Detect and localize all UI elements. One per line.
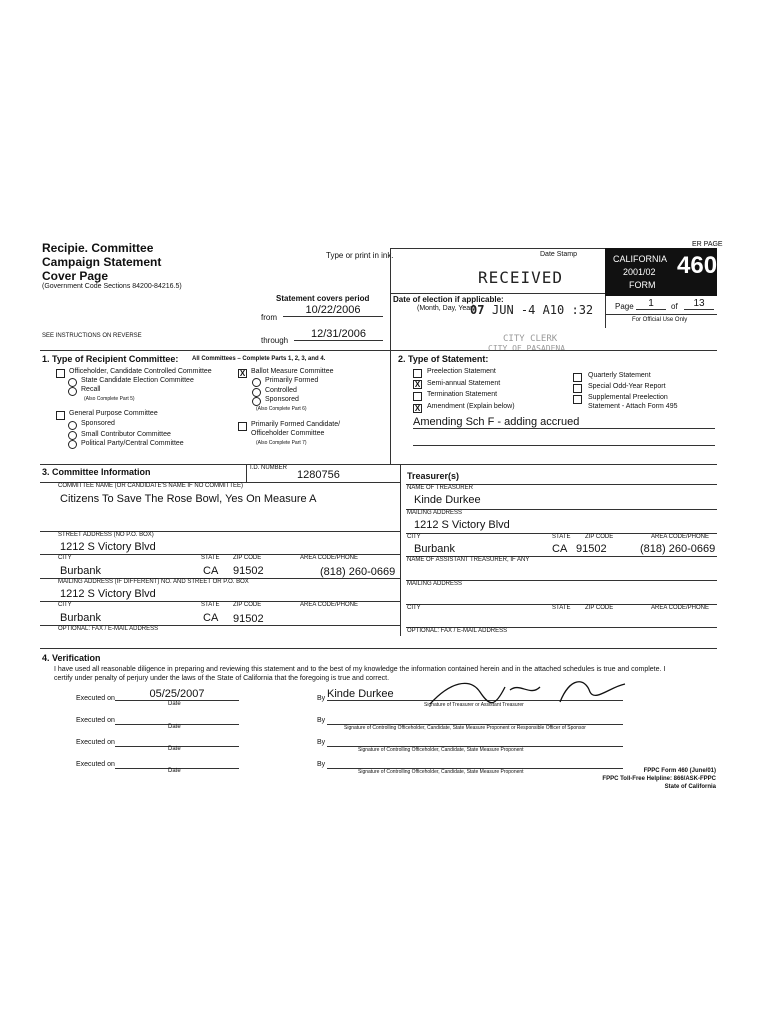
state-candidate-radio[interactable]: [68, 378, 77, 387]
officeholder-checkbox[interactable]: [56, 369, 65, 378]
m-city-label: CITY: [58, 602, 72, 608]
recall-note: (Also Complete Part 5): [84, 396, 135, 402]
through-date: 12/31/2006: [294, 328, 383, 341]
phone-value: (818) 260-0669: [320, 566, 396, 578]
treasurer-name-label: NAME OF TREASURER: [407, 485, 473, 491]
code-sections: (Government Code Sections 84200-84216.5): [42, 283, 182, 290]
special-odd-label: Special Odd-Year Report: [588, 383, 666, 390]
type-or-print: Type or print in ink.: [326, 251, 394, 260]
city-label: CITY: [58, 555, 72, 561]
preelection-checkbox[interactable]: [413, 369, 422, 378]
assistant-zip-label: ZIP CODE: [585, 605, 614, 611]
m-zip-label: ZIP CODE: [233, 602, 262, 608]
m-state-value: CA: [203, 612, 219, 624]
date-stamp-label: Date Stamp: [540, 251, 577, 258]
badge-state: CALIFORNIA: [613, 254, 668, 264]
small-contributor-radio[interactable]: [68, 431, 77, 440]
form-title-line2: Campaign Statement: [42, 255, 162, 269]
by-name-1: Kinde Durkee: [327, 688, 623, 701]
city-value: Burbank: [60, 565, 101, 577]
date-label-3: Date: [168, 746, 181, 752]
treasurer-name-value: Kinde Durkee: [414, 494, 481, 506]
controlled-label: Controlled: [265, 387, 297, 394]
by-label-4: By: [317, 761, 326, 768]
treasurer-zip-label: ZIP CODE: [585, 534, 614, 540]
street-value: 1212 S Victory Blvd: [60, 541, 156, 553]
id-number-value: 1280756: [297, 469, 340, 481]
semiannual-checkbox[interactable]: X: [414, 380, 421, 389]
mailing-label: MAILING ADDRESS (IF DIFFERENT) NO. AND STREET OR P.O. BOX: [58, 579, 249, 585]
executed-on-label-4: Executed on: [76, 761, 115, 768]
ballot-measure-label: Ballot Measure Committee: [251, 368, 334, 375]
supplemental-checkbox[interactable]: [573, 395, 582, 404]
executed-on-label-1: Executed on: [76, 695, 115, 702]
optional-label: OPTIONAL: FAX / E-MAIL ADDRESS: [58, 626, 159, 632]
sig-caption-4: Signature of Controlling Officeholder, Candidate, State Measure Proponent: [358, 769, 524, 775]
page-number: 1: [636, 298, 666, 310]
treasurer-city-value: Burbank: [414, 543, 455, 555]
primarily-formed-radio[interactable]: [252, 378, 261, 387]
date-label-4: Date: [168, 768, 181, 774]
m-city-value: Burbank: [60, 612, 101, 624]
m-phone-label: AREA CODE/PHONE: [300, 602, 359, 608]
stamp-city-of: CITY OF PASADENA: [488, 344, 566, 353]
quarterly-label: Quarterly Statement: [588, 372, 651, 379]
political-party-label: Political Party/Central Committee: [81, 440, 184, 447]
treasurer-city-label: CITY: [407, 534, 421, 540]
verification-text-2: certify under penalty of perjury under the laws of the State of California that the foregoing is true and correct.: [54, 675, 390, 682]
from-label: from: [261, 313, 277, 322]
treasurer-state-label: STATE: [552, 534, 571, 540]
election-label: Date of election if applicable:: [393, 295, 504, 304]
by-label-2: By: [317, 717, 326, 724]
sig-caption-1: Signature of Treasurer or Assistant Treasurer: [424, 702, 524, 708]
small-contributor-label: Small Contributor Committee: [81, 431, 171, 438]
treasurer-phone-label: AREA CODE/PHONE: [651, 534, 710, 540]
section2-title: 2. Type of Statement:: [398, 354, 489, 364]
treasurer-mailing-label: MAILING ADDRESS: [407, 510, 463, 516]
assistant-treasurer-label: NAME OF ASSISTANT TREASURER, IF ANY: [407, 557, 530, 563]
special-odd-checkbox[interactable]: [573, 384, 582, 393]
phone-label: AREA CODE/PHONE: [300, 555, 359, 561]
supplemental-label-1: Supplemental Preelection: [588, 394, 668, 401]
stamp-year: 07: [470, 303, 485, 317]
termination-checkbox[interactable]: [413, 392, 422, 401]
footer-line1: FPPC Form 460 (June/01): [643, 768, 716, 774]
state-label: STATE: [201, 555, 220, 561]
committee-name-label: COMMITTEE NAME (OR CANDIDATE'S NAME IF NO COMMITTEE): [58, 483, 244, 489]
date-label-1: Date: [168, 701, 181, 707]
committee-name-value: Citizens To Save The Rose Bowl, Yes On Measure A: [60, 493, 317, 505]
recall-radio[interactable]: [68, 387, 77, 396]
sig-caption-3: Signature of Controlling Officeholder, Candidate, State Measure Proponent: [358, 747, 524, 753]
assistant-mailing-label: MAILING ADDRESS: [407, 581, 463, 587]
state-value: CA: [203, 565, 219, 577]
cover-page-label: ER PAGE: [692, 241, 723, 248]
by-label-3: By: [317, 739, 326, 746]
footer-line2: FPPC Toll-Free Helpline: 866/ASK-FPPC: [602, 776, 716, 782]
quarterly-checkbox[interactable]: [573, 373, 582, 382]
primarily-formed-candidate-checkbox[interactable]: [238, 422, 247, 431]
controlled-radio[interactable]: [252, 388, 261, 397]
m-zip-value: 91502: [233, 613, 264, 625]
executed-on-label-3: Executed on: [76, 739, 115, 746]
assistant-phone-label: AREA CODE/PHONE: [651, 605, 710, 611]
badge-number: 460: [677, 252, 718, 279]
pfc-label-1: Primarily Formed Candidate/: [251, 421, 341, 428]
pfc-note: (Also Complete Part 7): [256, 440, 307, 446]
mailing-value: 1212 S Victory Blvd: [60, 588, 156, 600]
preelection-label: Preelection Statement: [427, 368, 496, 375]
form-460-badge: [605, 248, 717, 296]
bm-sponsored-radio[interactable]: [252, 397, 261, 406]
assistant-city-label: CITY: [407, 605, 421, 611]
stamp-city-clerk: CITY CLERK: [503, 334, 558, 344]
recall-label: Recall: [81, 386, 101, 393]
from-date: 10/22/2006: [283, 304, 383, 317]
sponsored-label: Sponsored: [81, 420, 115, 427]
badge-form: FORM: [629, 280, 656, 290]
page-label: Page: [615, 302, 634, 311]
treasurer-optional-label: OPTIONAL: FAX / E-MAIL ADDRESS: [407, 628, 508, 634]
termination-label: Termination Statement: [427, 391, 498, 398]
see-instructions: SEE INSTRUCTIONS ON REVERSE: [42, 333, 142, 339]
sponsored-radio[interactable]: [68, 421, 77, 430]
election-format: (Month, Day, Year): [417, 305, 475, 312]
primarily-formed-label: Primarily Formed: [265, 377, 319, 384]
form-title-line3: Cover Page: [42, 269, 109, 283]
amendment-explanation: Amending Sch F - adding accrued: [413, 416, 715, 429]
general-purpose-label: General Purpose Committee: [69, 410, 158, 417]
id-number-label: I.D. NUMBER: [250, 465, 288, 471]
section1-title: 1. Type of Recipient Committee:: [42, 354, 179, 364]
officeholder-label: Officeholder, Candidate Controlled Committee: [69, 368, 212, 375]
section4-title: 4. Verification: [42, 653, 101, 663]
treasurer-title: Treasurer(s): [407, 471, 460, 481]
state-candidate-label: State Candidate Election Committee: [81, 377, 194, 384]
zip-label: ZIP CODE: [233, 555, 262, 561]
treasurer-state-value: CA: [552, 543, 568, 555]
street-label: STREET ADDRESS (NO P.O. BOX): [58, 532, 154, 538]
by-label-1: By: [317, 695, 326, 702]
section3-title: 3. Committee Information: [42, 467, 151, 477]
through-label: through: [261, 336, 289, 345]
bm-sponsored-label: Sponsored: [265, 396, 299, 403]
political-party-radio[interactable]: [68, 440, 77, 449]
pfc-label-2: Officeholder Committee: [251, 430, 325, 437]
general-purpose-checkbox[interactable]: [56, 411, 65, 420]
of-label: of: [671, 302, 678, 311]
treasurer-phone-value: (818) 260-0669: [640, 543, 716, 555]
sig-caption-2: Signature of Controlling Officeholder, Candidate, State Measure Proponent or Responsible Officer of Sponsor: [344, 725, 586, 731]
assistant-state-label: STATE: [552, 605, 571, 611]
received-stamp: RECEIVED: [478, 268, 564, 287]
form-title-line1: Recipie. Committee: [42, 241, 154, 255]
date-label-2: Date: [168, 724, 181, 730]
zip-value: 91502: [233, 565, 264, 577]
stamp-datetime: JUN -4 A10 :32: [492, 303, 594, 317]
verification-text-1: I have used all reasonable diligence in preparing and reviewing this statement and to the best of my knowledge the information contained herein and in the attached schedules is true and complete. I: [54, 666, 666, 673]
badge-year: 2001/02: [623, 267, 656, 277]
executed-date-1: 05/25/2007: [115, 688, 239, 701]
section1-note: All Committees – Complete Parts 1, 2, 3, and 4.: [192, 356, 326, 362]
treasurer-mailing-value: 1212 S Victory Blvd: [414, 519, 510, 531]
m-state-label: STATE: [201, 602, 220, 608]
supplemental-label-2: Statement - Attach Form 495: [588, 403, 678, 410]
treasurer-zip-value: 91502: [576, 543, 607, 555]
bm-note: (Also Complete Part 6): [256, 406, 307, 412]
amendment-checkbox[interactable]: X: [414, 404, 421, 413]
handwritten-signature: [420, 672, 640, 712]
page-total: 13: [684, 298, 714, 310]
semiannual-label: Semi-annual Statement: [427, 380, 501, 387]
amendment-label: Amendment (Explain below): [427, 403, 515, 410]
executed-on-label-2: Executed on: [76, 717, 115, 724]
ballot-measure-checkbox[interactable]: X: [239, 369, 246, 378]
period-label: Statement covers period: [276, 294, 370, 303]
official-use: For Official Use Only: [632, 317, 688, 323]
footer-line3: State of California: [664, 784, 716, 790]
